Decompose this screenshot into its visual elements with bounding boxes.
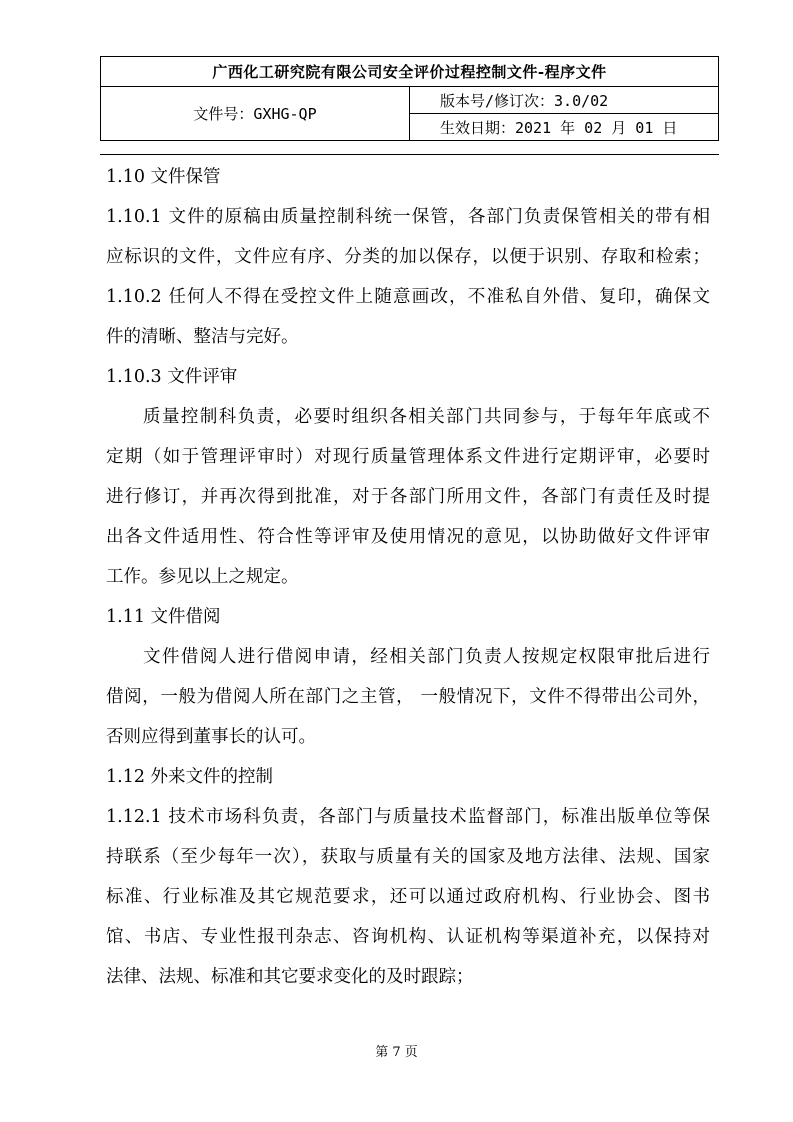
body-line: 1.10.1 文件的原稿由质量控制科统一保管，各部门负责保管相关的带有相: [106, 207, 710, 227]
section-heading: 1.12 外来文件的控制: [106, 767, 274, 787]
body-line: 1.10.2 任何人不得在受控文件上随意画改，不准私自外借、复印，确保文: [106, 287, 710, 307]
body-line: 标准、行业标准及其它规范要求，还可以通过政府机构、行业协会、图书: [106, 887, 710, 907]
page-number: 第 7 页: [375, 1045, 418, 1060]
version-revision: 版本号/修订次：3.0/02: [410, 87, 719, 114]
body-line: 定期（如于管理评审时）对现行质量管理体系文件进行定期评审，必要时: [106, 447, 710, 467]
body-line: 文件借阅人进行借阅申请，经相关部门负责人按规定权限审批后进行: [143, 647, 710, 667]
body-line: 工作。参见以上之规定。: [106, 567, 299, 587]
body-line: 进行修订，并再次得到批准，对于各部门所用文件，各部门有责任及时提: [106, 487, 710, 507]
document-header-table: [100, 56, 719, 141]
section-heading: 1.10 文件保管: [106, 167, 221, 187]
body-line: 持联系（至少每年一次），获取与质量有关的国家及地方法律、法规、国家: [106, 847, 710, 867]
body-line: 法律、法规、标准和其它要求变化的及时跟踪；: [106, 967, 474, 987]
body-line: 件的清晰、整洁与完好。: [106, 327, 299, 347]
section-heading: 1.10.3 文件评审: [106, 367, 238, 387]
section-heading: 1.11 文件借阅: [106, 607, 221, 627]
body-line: 否则应得到董事长的认可。: [106, 727, 316, 747]
document-body: [106, 160, 710, 1000]
effective-date: 生效日期：2021 年 02 月 01 日: [410, 114, 719, 141]
document-title: 广西化工研究院有限公司安全评价过程控制文件-程序文件: [101, 57, 719, 87]
body-line: 质量控制科负责，必要时组织各相关部门共同参与，于每年年底或不: [143, 407, 710, 427]
body-line: 出各文件适用性、符合性等评审及使用情况的意见，以协助做好文件评审: [106, 527, 710, 547]
body-line: 借阅，一般为借阅人所在部门之主管， 一般情况下，文件不得带出公司外，: [106, 687, 710, 707]
body-line: 1.12.1 技术市场科负责，各部门与质量技术监督部门，标准出版单位等保: [106, 807, 710, 827]
body-line: 馆、书店、专业性报刊杂志、咨询机构、认证机构等渠道补充，以保持对: [106, 927, 710, 947]
header-divider: [100, 154, 719, 155]
document-number: 文件号：GXHG-QP: [101, 87, 410, 141]
body-line: 应标识的文件，文件应有序、分类的加以保存，以便于识别、存取和检索；: [106, 247, 710, 267]
